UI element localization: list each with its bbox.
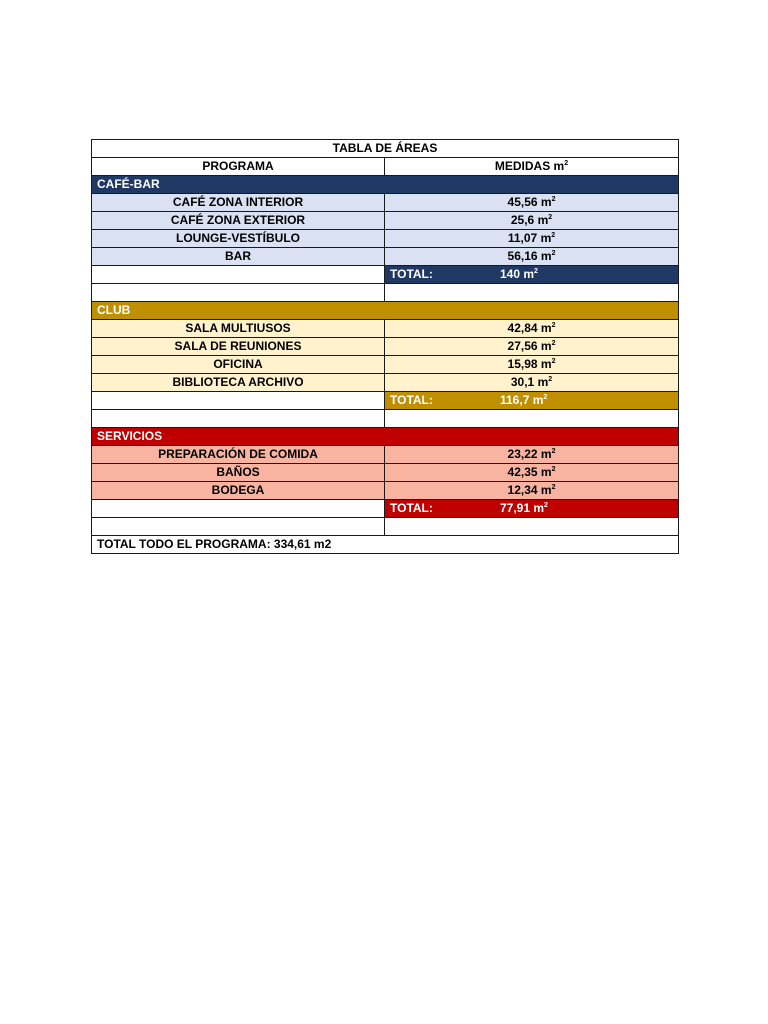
table-row <box>92 212 679 230</box>
section-title-servicios: SERVICIOS <box>92 428 679 446</box>
item-name: BODEGA <box>92 482 385 500</box>
section-title-club: CLUB <box>92 302 679 320</box>
value-unit-sup: 2 <box>551 232 556 239</box>
item-name: OFICINA <box>92 356 385 374</box>
item-value <box>385 194 679 212</box>
item-value <box>385 482 679 500</box>
total-row-servicios <box>92 500 679 518</box>
spacer-row <box>92 518 679 536</box>
table-row <box>92 194 679 212</box>
header-medidas-sup: 2 <box>564 160 569 167</box>
total-cafe-bar <box>385 266 679 284</box>
total-servicios <box>385 500 679 518</box>
value-number: 27,56 <box>507 339 538 353</box>
value-unit: m <box>540 195 552 209</box>
item-name: LOUNGE-VESTÍBULO <box>92 230 385 248</box>
total-row-cafe-bar <box>92 266 679 284</box>
value-unit: m <box>533 501 545 515</box>
table-row <box>92 248 679 266</box>
item-name: CAFÉ ZONA EXTERIOR <box>92 212 385 230</box>
value-number: 12,34 <box>507 483 538 497</box>
item-name: SALA MULTIUSOS <box>92 320 385 338</box>
value-unit-sup: 2 <box>548 376 553 383</box>
value-unit: m <box>540 231 552 245</box>
value-number: 42,35 <box>507 465 538 479</box>
total-value: 140 <box>500 267 521 281</box>
empty-cell <box>92 518 385 536</box>
value-number: 11,07 <box>507 231 538 245</box>
value-unit: m <box>540 249 552 263</box>
total-value: 116,7 <box>500 393 530 407</box>
value-unit: m <box>540 483 552 497</box>
item-value <box>385 338 679 356</box>
table-row <box>92 374 679 392</box>
table-row <box>92 230 679 248</box>
value-unit-sup: 2 <box>551 196 556 203</box>
value-unit-sup: 2 <box>551 358 556 365</box>
table-row <box>92 320 679 338</box>
header-programa: PROGRAMA <box>92 158 385 176</box>
item-value <box>385 446 679 464</box>
spacer-row <box>92 284 679 302</box>
value-number: 45,56 <box>507 195 538 209</box>
header-row <box>92 158 679 176</box>
header-medidas-label: MEDIDAS m <box>494 159 565 173</box>
value-unit: m <box>537 213 549 227</box>
spacer-row <box>92 410 679 428</box>
value-unit-sup: 2 <box>543 394 548 401</box>
value-number: 25,6 <box>510 213 535 227</box>
total-label: TOTAL: <box>390 501 433 515</box>
value-unit: m <box>537 375 549 389</box>
empty-cell <box>385 410 679 428</box>
value-unit: m <box>532 393 544 407</box>
item-name: CAFÉ ZONA INTERIOR <box>92 194 385 212</box>
empty-cell <box>92 284 385 302</box>
item-name: BAÑOS <box>92 464 385 482</box>
table-row <box>92 464 679 482</box>
item-name: PREPARACIÓN DE COMIDA <box>92 446 385 464</box>
item-value <box>385 356 679 374</box>
total-row-club <box>92 392 679 410</box>
table-row <box>92 446 679 464</box>
total-label: TOTAL: <box>390 267 433 281</box>
grand-total: TOTAL TODO EL PROGRAMA: 334,61 m2 <box>92 536 679 554</box>
value-number: 42,84 <box>507 321 538 335</box>
table-row <box>92 338 679 356</box>
empty-cell <box>92 266 385 284</box>
table-row <box>92 356 679 374</box>
value-unit-sup: 2 <box>544 502 548 509</box>
value-unit-sup: 2 <box>551 484 556 491</box>
section-header-cafe-bar <box>92 176 679 194</box>
value-unit: m <box>523 267 535 281</box>
item-value <box>385 464 679 482</box>
section-title-cafe-bar: CAFÉ-BAR <box>92 176 679 194</box>
empty-cell <box>385 284 679 302</box>
value-unit-sup: 2 <box>551 250 556 257</box>
item-value <box>385 248 679 266</box>
section-header-servicios <box>92 428 679 446</box>
total-value: 77,91 <box>500 501 531 515</box>
value-unit-sup: 2 <box>551 340 556 347</box>
value-number: 23,22 <box>507 447 538 461</box>
item-value <box>385 320 679 338</box>
value-unit-sup: 2 <box>551 322 556 329</box>
value-unit: m <box>540 447 552 461</box>
value-unit-sup: 2 <box>548 214 553 221</box>
table-row <box>92 482 679 500</box>
value-unit: m <box>540 339 552 353</box>
value-unit: m <box>540 465 552 479</box>
item-name: BIBLIOTECA ARCHIVO <box>92 374 385 392</box>
total-label: TOTAL: <box>390 393 433 407</box>
areas-table <box>91 139 679 554</box>
item-value <box>385 374 679 392</box>
value-unit-sup: 2 <box>551 448 556 455</box>
value-unit-sup: 2 <box>534 268 538 275</box>
section-header-club <box>92 302 679 320</box>
header-medidas <box>385 158 679 176</box>
table-title: TABLA DE ÁREAS <box>92 140 679 158</box>
item-value <box>385 230 679 248</box>
item-name: SALA DE REUNIONES <box>92 338 385 356</box>
value-number: 30,1 <box>510 375 535 389</box>
empty-cell <box>92 500 385 518</box>
value-unit: m <box>540 357 552 371</box>
item-value <box>385 212 679 230</box>
empty-cell <box>385 518 679 536</box>
value-unit: m <box>540 321 552 335</box>
total-club <box>385 392 679 410</box>
value-unit-sup: 2 <box>551 466 556 473</box>
empty-cell <box>92 392 385 410</box>
grand-total-row <box>92 536 679 554</box>
item-name: BAR <box>92 248 385 266</box>
value-number: 15,98 <box>507 357 538 371</box>
empty-cell <box>92 410 385 428</box>
value-number: 56,16 <box>507 249 538 263</box>
title-row <box>92 140 679 158</box>
